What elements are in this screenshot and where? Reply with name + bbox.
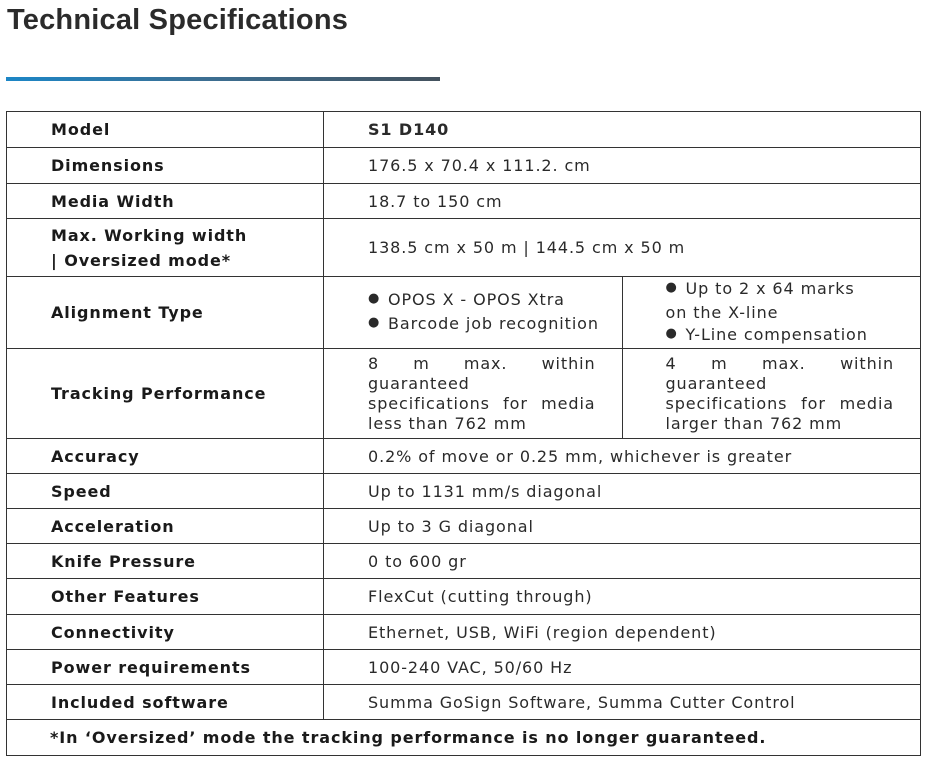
table-row-model (7, 112, 921, 148)
model-value: S1 D140 (324, 112, 921, 148)
list-item-text: OPOS X - OPOS Xtra (388, 289, 565, 309)
table-row-tracking-performance (7, 349, 921, 439)
table-row-acceleration (7, 509, 921, 544)
row-label-line: | Oversized mode* (51, 250, 232, 270)
row-value: Summa GoSign Software, Summa Cutter Control (324, 685, 921, 720)
table-row-dimensions (7, 148, 921, 184)
row-label: Media Width (7, 184, 324, 219)
row-label: Acceleration (7, 509, 324, 544)
specifications-table (6, 111, 921, 756)
list-item (666, 278, 895, 302)
row-value: Up to 1131 mm/s diagonal (324, 474, 921, 509)
row-label: Alignment Type (7, 277, 324, 349)
alignment-right-cell (622, 277, 921, 349)
title-underline (6, 77, 440, 81)
list-item (368, 289, 622, 313)
table-row-speed (7, 474, 921, 509)
list-item (368, 313, 622, 337)
tracking-right-text: 4 m max. within guaranteed specifications for media larger than 762 mm (665, 353, 894, 433)
bullet-icon: ● (368, 290, 381, 306)
row-label: Model (7, 112, 324, 148)
table-row-alignment-type (7, 277, 921, 349)
row-label: Tracking Performance (7, 349, 324, 439)
list-item (666, 324, 895, 348)
row-label: Dimensions (7, 148, 324, 184)
list-item-text: Y-Line compensation (685, 324, 868, 344)
row-value: 138.5 cm x 50 m | 144.5 cm x 50 m (324, 219, 921, 277)
alignment-left-cell (324, 277, 623, 349)
row-label: Speed (7, 474, 324, 509)
row-label (7, 219, 324, 277)
tracking-right-cell (622, 349, 921, 439)
row-label: Included software (7, 685, 324, 720)
page-title: Technical Specifications (7, 4, 349, 36)
tracking-left-text: 8 m max. within guaranteed specifications for media less than 762 mm (368, 353, 596, 433)
list-item-continuation: on the X-line (665, 302, 779, 322)
row-label: Other Features (7, 579, 324, 615)
row-label: Knife Pressure (7, 544, 324, 579)
bullet-icon: ● (665, 279, 678, 295)
footnote: *In ‘Oversized’ mode the tracking performance is no longer guaranteed. (7, 720, 921, 756)
row-label: Power requirements (7, 650, 324, 685)
table-row-other-features (7, 579, 921, 615)
table-row-max-working-width (7, 219, 921, 277)
list-item-text: Barcode job recognition (388, 313, 599, 333)
table-row-knife-pressure (7, 544, 921, 579)
list-item-text: Up to 2 x 64 marks (685, 278, 855, 298)
tracking-left-cell (324, 349, 623, 439)
row-label-line: Max. Working width (51, 225, 248, 245)
row-value: 0.2% of move or 0.25 mm, whichever is greater (324, 439, 921, 474)
row-value: 100-240 VAC, 50/60 Hz (324, 650, 921, 685)
row-label: Accuracy (7, 439, 324, 474)
row-value: 176.5 x 70.4 x 111.2. cm (324, 148, 921, 184)
table-row-footnote (7, 720, 921, 756)
row-value: Ethernet, USB, WiFi (region dependent) (324, 615, 921, 650)
row-value: 0 to 600 gr (324, 544, 921, 579)
table-row-accuracy (7, 439, 921, 474)
bullet-icon: ● (368, 314, 381, 330)
table-row-media-width (7, 184, 921, 219)
table-row-power-requirements (7, 650, 921, 685)
row-value: FlexCut (cutting through) (324, 579, 921, 615)
table-row-included-software (7, 685, 921, 720)
row-label: Connectivity (7, 615, 324, 650)
row-value: Up to 3 G diagonal (324, 509, 921, 544)
bullet-icon: ● (665, 325, 678, 341)
row-value: 18.7 to 150 cm (324, 184, 921, 219)
table-row-connectivity (7, 615, 921, 650)
